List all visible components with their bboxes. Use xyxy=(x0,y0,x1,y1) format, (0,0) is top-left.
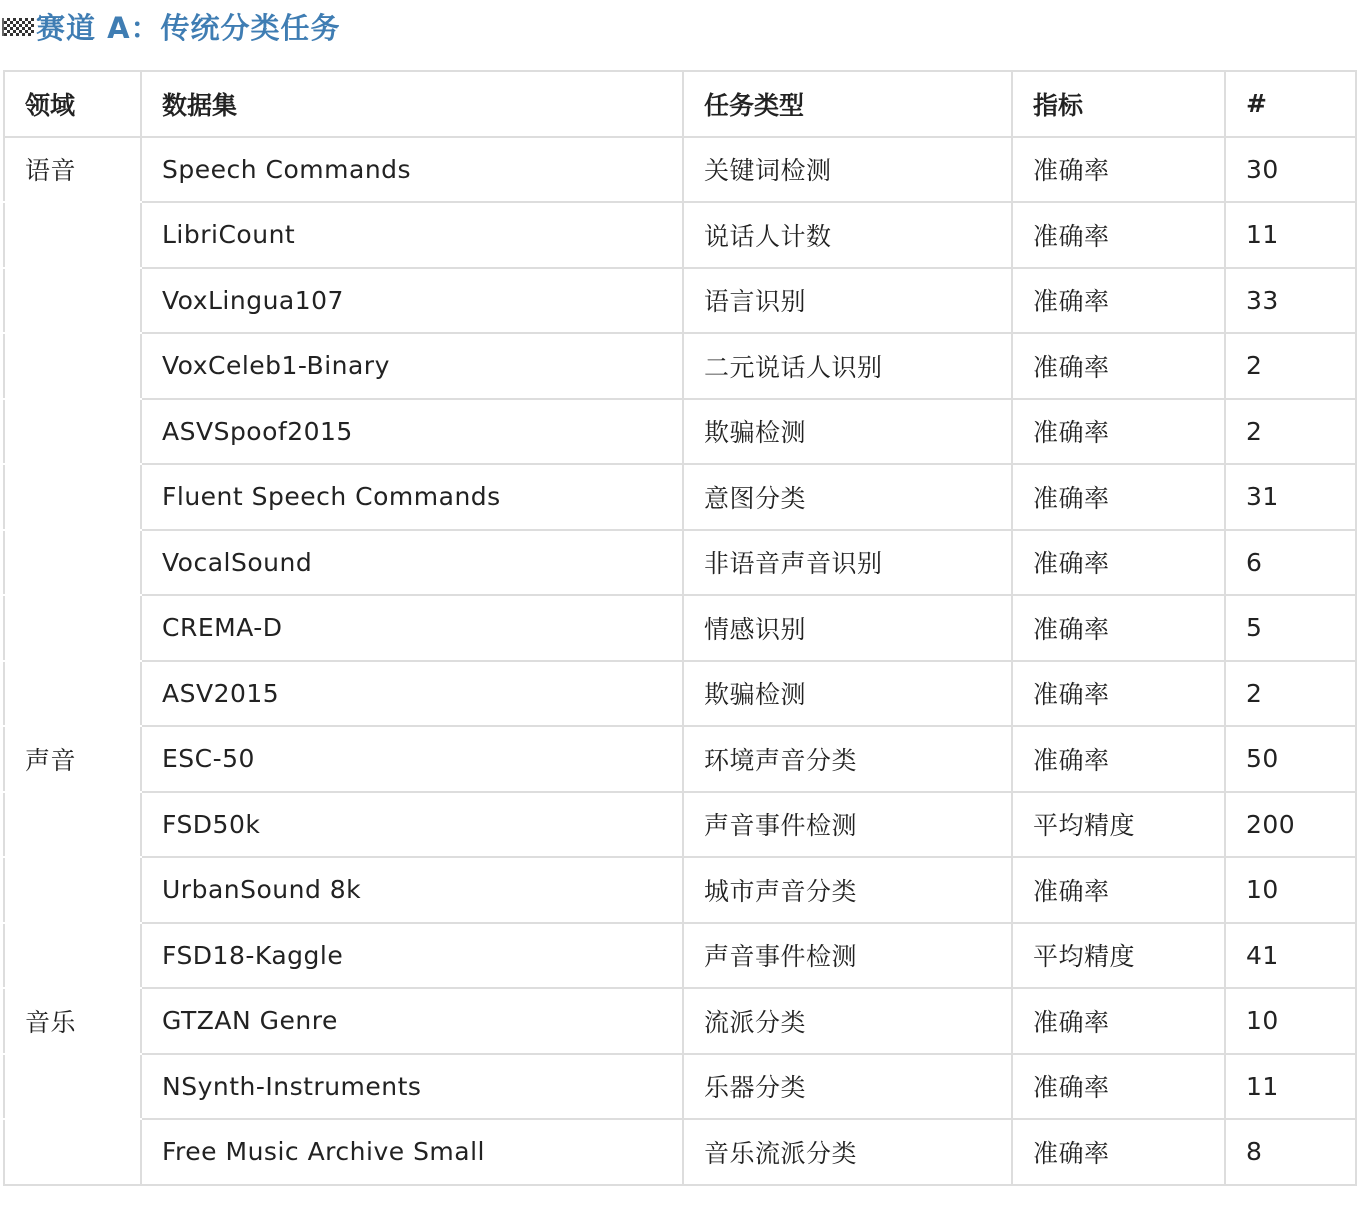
section-title: 赛道 A：传统分类任务 xyxy=(36,10,341,45)
table-header-row xyxy=(4,71,1356,137)
cell-task: 二元说话人识别 xyxy=(683,333,1012,399)
checkered-flag-icon xyxy=(2,18,34,36)
cell-metric: 准确率 xyxy=(1012,857,1225,923)
cell-domain xyxy=(4,661,141,727)
table-row xyxy=(4,137,1356,203)
cell-dataset: LibriCount xyxy=(141,202,683,268)
cell-dataset: ASV2015 xyxy=(141,661,683,727)
header-dataset: 数据集 xyxy=(141,71,683,137)
cell-count: 2 xyxy=(1225,399,1356,465)
cell-domain xyxy=(4,530,141,596)
table-row xyxy=(4,268,1356,334)
cell-count: 6 xyxy=(1225,530,1356,596)
cell-task: 关键词检测 xyxy=(683,137,1012,203)
cell-metric: 准确率 xyxy=(1012,268,1225,334)
cell-task: 音乐流派分类 xyxy=(683,1119,1012,1185)
cell-task: 欺骗检测 xyxy=(683,399,1012,465)
table-row xyxy=(4,333,1356,399)
cell-dataset: VoxCeleb1-Binary xyxy=(141,333,683,399)
section-heading xyxy=(2,4,341,48)
cell-domain xyxy=(4,464,141,530)
cell-dataset: FSD50k xyxy=(141,792,683,858)
cell-count: 8 xyxy=(1225,1119,1356,1185)
cell-metric: 准确率 xyxy=(1012,333,1225,399)
cell-dataset: Free Music Archive Small xyxy=(141,1119,683,1185)
cell-dataset: CREMA-D xyxy=(141,595,683,661)
cell-domain xyxy=(4,1119,141,1185)
cell-dataset: ESC-50 xyxy=(141,726,683,792)
cell-task: 乐器分类 xyxy=(683,1054,1012,1120)
cell-task: 流派分类 xyxy=(683,988,1012,1054)
cell-dataset: Speech Commands xyxy=(141,137,683,203)
cell-domain: 声音 xyxy=(4,726,141,792)
table-row xyxy=(4,661,1356,727)
cell-metric: 平均精度 xyxy=(1012,923,1225,989)
cell-domain xyxy=(4,792,141,858)
cell-metric: 准确率 xyxy=(1012,726,1225,792)
table-row xyxy=(4,530,1356,596)
cell-count: 10 xyxy=(1225,857,1356,923)
cell-task: 欺骗检测 xyxy=(683,661,1012,727)
cell-domain xyxy=(4,923,141,989)
cell-task: 声音事件检测 xyxy=(683,792,1012,858)
cell-metric: 准确率 xyxy=(1012,530,1225,596)
cell-domain xyxy=(4,857,141,923)
cell-count: 30 xyxy=(1225,137,1356,203)
cell-count: 10 xyxy=(1225,988,1356,1054)
cell-metric: 平均精度 xyxy=(1012,792,1225,858)
cell-metric: 准确率 xyxy=(1012,399,1225,465)
header-count: # xyxy=(1225,71,1356,137)
cell-metric: 准确率 xyxy=(1012,988,1225,1054)
cell-metric: 准确率 xyxy=(1012,137,1225,203)
cell-dataset: Fluent Speech Commands xyxy=(141,464,683,530)
table-row xyxy=(4,595,1356,661)
table-row xyxy=(4,857,1356,923)
table-row xyxy=(4,202,1356,268)
cell-task: 说话人计数 xyxy=(683,202,1012,268)
cell-count: 33 xyxy=(1225,268,1356,334)
cell-dataset: UrbanSound 8k xyxy=(141,857,683,923)
cell-count: 2 xyxy=(1225,333,1356,399)
cell-domain xyxy=(4,1054,141,1120)
cell-domain xyxy=(4,202,141,268)
cell-count: 5 xyxy=(1225,595,1356,661)
table-row xyxy=(4,399,1356,465)
cell-count: 11 xyxy=(1225,1054,1356,1120)
table-row xyxy=(4,464,1356,530)
cell-metric: 准确率 xyxy=(1012,595,1225,661)
cell-metric: 准确率 xyxy=(1012,1119,1225,1185)
table-row xyxy=(4,792,1356,858)
cell-dataset: VocalSound xyxy=(141,530,683,596)
cell-count: 11 xyxy=(1225,202,1356,268)
cell-dataset: FSD18-Kaggle xyxy=(141,923,683,989)
header-domain: 领域 xyxy=(4,71,141,137)
table-row xyxy=(4,726,1356,792)
table-row xyxy=(4,1054,1356,1120)
cell-domain xyxy=(4,595,141,661)
cell-count: 50 xyxy=(1225,726,1356,792)
cell-metric: 准确率 xyxy=(1012,202,1225,268)
table-row xyxy=(4,1119,1356,1185)
cell-metric: 准确率 xyxy=(1012,464,1225,530)
cell-task: 环境声音分类 xyxy=(683,726,1012,792)
cell-domain xyxy=(4,268,141,334)
cell-domain xyxy=(4,333,141,399)
table-row xyxy=(4,923,1356,989)
cell-task: 情感识别 xyxy=(683,595,1012,661)
cell-domain xyxy=(4,399,141,465)
header-metric: 指标 xyxy=(1012,71,1225,137)
benchmark-table xyxy=(3,70,1357,1186)
cell-task: 城市声音分类 xyxy=(683,857,1012,923)
cell-domain: 语音 xyxy=(4,137,141,203)
cell-count: 31 xyxy=(1225,464,1356,530)
cell-dataset: ASVSpoof2015 xyxy=(141,399,683,465)
cell-count: 41 xyxy=(1225,923,1356,989)
cell-task: 声音事件检测 xyxy=(683,923,1012,989)
cell-task: 意图分类 xyxy=(683,464,1012,530)
cell-task: 非语音声音识别 xyxy=(683,530,1012,596)
cell-metric: 准确率 xyxy=(1012,661,1225,727)
cell-count: 200 xyxy=(1225,792,1356,858)
header-task-type: 任务类型 xyxy=(683,71,1012,137)
cell-metric: 准确率 xyxy=(1012,1054,1225,1120)
table-row xyxy=(4,988,1356,1054)
cell-dataset: VoxLingua107 xyxy=(141,268,683,334)
cell-dataset: NSynth-Instruments xyxy=(141,1054,683,1120)
cell-count: 2 xyxy=(1225,661,1356,727)
cell-domain: 音乐 xyxy=(4,988,141,1054)
cell-dataset: GTZAN Genre xyxy=(141,988,683,1054)
cell-task: 语言识别 xyxy=(683,268,1012,334)
